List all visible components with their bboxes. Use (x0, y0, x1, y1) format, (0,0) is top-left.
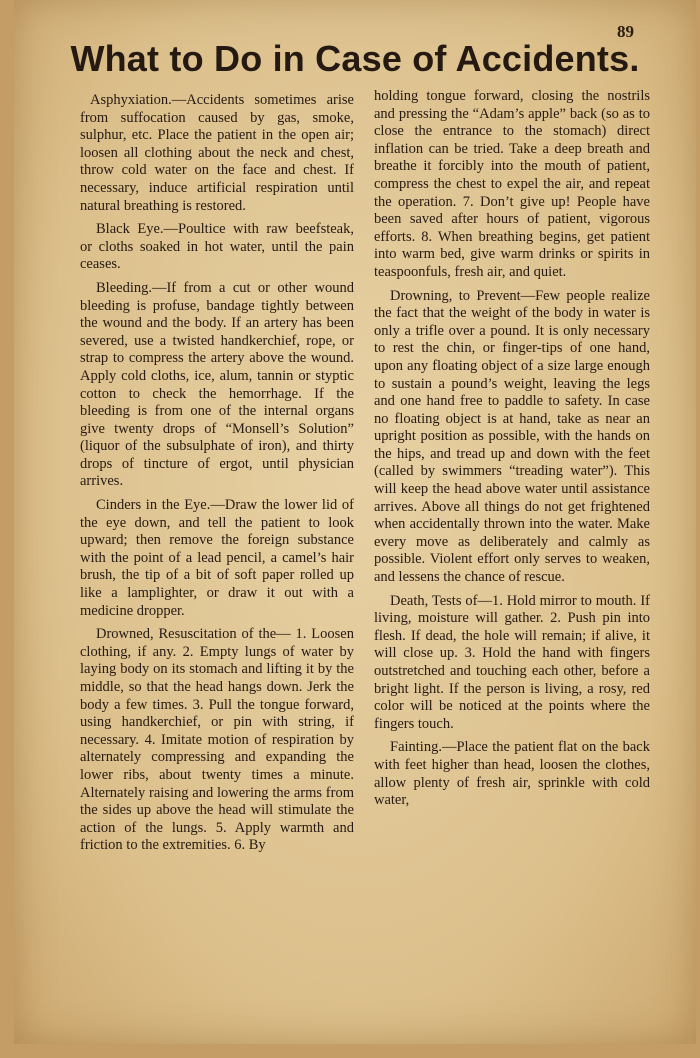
book-page (14, 0, 696, 1044)
page-number: 89 (617, 22, 634, 41)
paragraph-fainting: Fainting.—Place the patient flat on the back with feet higher than head, loosen the clothes, allow plenty of fresh air, sprinkle with cold water, (374, 739, 650, 809)
page-title: What to Do in Case of Accidents. (70, 38, 640, 79)
paragraph-asphyxiation: Asphyxiation.—Accidents sometimes arise from suffocation caused by gas, smoke, sulphur, etc. Place the patient in the open air; loosen all clothing about the neck and chest, throw cold water on the face and chest. If necessary, induce artificial respiration until natural breathing is restored. (80, 92, 354, 214)
left-column (80, 92, 354, 861)
paragraph-bleeding: Bleeding.—If from a cut or other wound bleeding is profuse, bandage tightly between the wound and the body. If an artery has been severed, use a twisted handkerchief, rope, or strap to compress the artery above the wound. Apply cold cloths, ice, alum, tannin or styptic cotton to check the hemorrhage. If the bleeding is from one of the internal organs give twenty drops of “Monsell’s Solution” (liquor of the subsulphate of iron), and thirty drops of tincture of ergot, until physician arrives. (80, 279, 354, 490)
paragraph-death-tests: Death, Tests of—1. Hold mirror to mouth. If living, moisture will gather. 2. Push pin into flesh. If dead, the hole will remain; if alive, it will close up. 3. Hold the hand with fingers outstretched and touching each other, before a bright light. If the person is living, a rosy, red color will be noticed at the points where the fingers touch. (374, 592, 650, 732)
right-column (374, 88, 650, 816)
paragraph-drowned-continued: holding tongue forward, closing the nostrils and pressing the “Adam’s apple” back (so as to close the entrance to the stomach) direct inflation can be tried. Take a deep breath and breathe it forcibly into the mouth of patient, compress the chest to expel the air, and repeat the operation. 7. Don’t give up! People have been saved after hours of patient, vigorous efforts. 8. When breathing begins, get patient into warm bed, give warm drinks or spirits in teaspoonfuls, fresh air, and quiet. (374, 88, 650, 280)
paragraph-black-eye: Black Eye.—Poultice with raw beefsteak, or cloths soaked in hot water, until the pain ceases. (80, 221, 354, 273)
paragraph-drowned-resuscitation: Drowned, Resuscitation of the— 1. Loosen clothing, if any. 2. Empty lungs of water by laying body on its stomach and lifting it by the middle, so that the head hangs down. Jerk the body a few times. 3. Pull the tongue forward, using handkerchief, or pin with string, if necessary. 4. Imitate motion of respiration by alternately compressing and expanding the lower ribs, about twenty times a minute. Alternately raising and lowering the arms from the sides up above the head will stimulate the action of the lungs. 5. Apply warmth and friction to the extremities. 6. By (80, 626, 354, 854)
paragraph-drowning-prevent: Drowning, to Prevent—Few people realize the fact that the weight of the body in water is only a trifle over a pound. It is only necessary to rest the chin, or finger-tips of one hand, upon any floating object of a size large enough to sustain a pound’s weight, leaving the legs and one hand free to paddle to safety. In case no floating object is at hand, take as near an upright position as possible, with the hands on the hips, and tread up and down with the feet (called by swimmers “treading water”). This will keep the head above water until assistance arrives. Above all things do not get frightened when accidentally thrown into the water. Make every move as deliberately and calmly as possible. Violent effort only serves to weaken, and lessens the chance of rescue. (374, 287, 650, 586)
paragraph-cinders-in-eye: Cinders in the Eye.—Draw the lower lid of the eye down, and tell the patient to look upward; then remove the foreign substance with the point of a lead pencil, a camel’s hair brush, the tip of a bit of soft paper rolled up like a lamplighter, or draw it out with a medicine dropper. (80, 497, 354, 619)
